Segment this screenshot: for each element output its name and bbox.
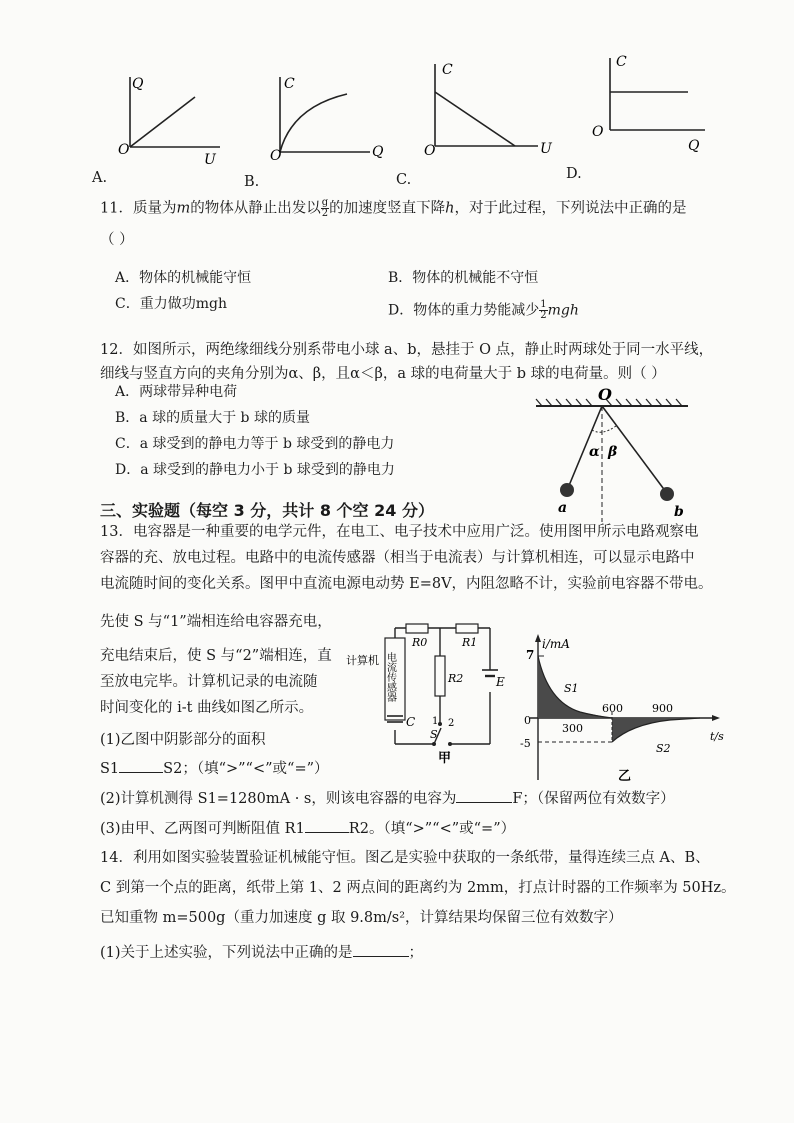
q12-line2: 细线与竖直方向的夹角分别为α、β，且α＜β，a 球的电荷量大于 b 球的电荷量。则（ ） xyxy=(100,366,666,382)
graph-b-y-label: C xyxy=(284,76,295,92)
tick-300: 300 xyxy=(562,722,583,735)
graph-b-origin: O xyxy=(270,148,282,164)
origin-label: 0 xyxy=(524,714,531,727)
q12-line1: 12．如图所示，两绝缘细线分别系带电小球 a、b，悬挂于 O 点，静止时两球处于同一水平线， xyxy=(100,342,714,358)
q14-sub1: (1)关于上述实验，下列说法中正确的是 ； xyxy=(100,942,423,963)
r0-label: R0 xyxy=(412,636,428,649)
q13-line7: 时间变化的 i-t 曲线如图乙所示。 xyxy=(100,700,314,716)
q13-line4: 先使 S 与“1”端相连给电容器充电， xyxy=(100,614,332,630)
q13-sub1: (1)乙图中阴影部分的面积 xyxy=(100,732,266,748)
current-sensor-label: 电流传感器 xyxy=(384,652,396,702)
tick-600: 600 xyxy=(602,702,623,715)
q14-line2: C 到第一个点的距离，纸带上第 1、2 两点间的距离约为 2mm，打点计时器的工作频率为 50Hz。 xyxy=(100,880,736,896)
q13-line5: 充电结束后，使 S 与“2”端相连，直 xyxy=(100,648,332,664)
graph-b-letter: B. xyxy=(244,174,260,190)
graph-a-origin: O xyxy=(118,142,130,158)
q13-line3: 电流随时间的变化关系。图甲中直流电源电动势 E=8V，内阻忽略不计，实验前电容器不带电。 xyxy=(100,576,713,592)
q12-option-b: B．a 球的质量大于 b 球的质量 xyxy=(115,410,310,426)
graph-d-y-label: C xyxy=(616,54,627,70)
switch-pos-2: 2 xyxy=(448,718,455,729)
answer-blank-3[interactable] xyxy=(305,818,349,833)
q13-sub3: (3)由甲、乙两图可判断阻值 R1 R2。（填“>”“<”或“=”） xyxy=(100,818,515,839)
graph-b-x-label: Q xyxy=(372,144,384,160)
q11-paren: （ ） xyxy=(100,232,134,248)
capacitor-label: C xyxy=(406,715,416,729)
q11-stem: 11．质量为m的物体从静止出发以 $\frac{g}{2}$ 的加速度竖直下降h，对于此过程，下列说法中正确的是 xyxy=(100,197,687,219)
graph-a-x-label: U xyxy=(204,152,216,168)
graph-d xyxy=(590,52,720,152)
answer-blank-2[interactable] xyxy=(456,788,512,803)
q14-line3: 已知重物 m=500g（重力加速度 g 取 9.8m/s²，计算结果均保留三位有效数字） xyxy=(100,910,623,926)
emf-label: E xyxy=(496,675,505,689)
q13-line1: 13．电容器是一种重要的电学元件，在电工、电子技术中应用广泛。使用图甲所示电路观察电 xyxy=(100,524,699,540)
q11-option-d: D．物体的重力势能减少 $\frac{1}{2}$ mgh xyxy=(388,299,579,321)
q11-option-c: C．重力做功mgh xyxy=(115,296,227,312)
ball-b-label: b xyxy=(674,504,684,520)
graph-c-y-label: C xyxy=(442,62,453,78)
q12-option-c: C．a 球受到的静电力等于 b 球受到的静电力 xyxy=(115,436,395,452)
circuit-diagram xyxy=(340,616,510,766)
graph-d-origin: O xyxy=(592,124,604,140)
q12-option-a: A．两球带异种电荷 xyxy=(115,384,238,400)
q12-option-d: D．a 球受到的静电力小于 b 球受到的静电力 xyxy=(115,462,395,478)
graph-a-letter: A. xyxy=(92,170,108,186)
q13-line6: 至放电完毕。计算机记录的电流随 xyxy=(100,674,318,690)
it-graph xyxy=(520,632,730,784)
ball-a-label: a xyxy=(558,500,568,516)
r2-label: R2 xyxy=(448,672,464,685)
graph-caption: 乙 xyxy=(618,769,632,784)
graph-c xyxy=(420,58,560,158)
q11-option-b: B．物体的机械能不守恒 xyxy=(388,270,539,286)
r1-label: R1 xyxy=(462,636,478,649)
answer-blank-1[interactable] xyxy=(119,758,163,773)
graph-b xyxy=(262,72,392,172)
q13-line2: 容器的充、放电过程。电路中的电流传感器（相当于电流表）与计算机相连，可以显示电路中 xyxy=(100,550,695,566)
pendulum-o-label: O xyxy=(598,386,612,404)
q13-sub1-answer: S1 S2；（填“>”“<”或“=”） xyxy=(100,758,329,779)
q13-sub2: (2)计算机测得 S1=1280mA · s，则该电容器的电容为 F；（保留两位有效数字） xyxy=(100,788,675,809)
switch-label: S xyxy=(430,728,438,741)
alpha-label: α xyxy=(589,444,600,460)
circuit-caption: 甲 xyxy=(438,751,452,766)
graph-c-origin: O xyxy=(424,143,436,158)
graph-a-y-label: Q xyxy=(132,76,144,92)
y-axis-label: i/mA xyxy=(542,637,570,651)
computer-label: 计算机 xyxy=(346,654,379,667)
graph-a xyxy=(100,72,230,172)
s1-label: S1 xyxy=(564,682,579,695)
q14-line1: 14．利用如图实验装置验证机械能守恒。图乙是实验中获取的一条纸带，量得连续三点 A、B、 xyxy=(100,850,710,866)
answer-blank-4[interactable] xyxy=(353,942,409,957)
tick-900: 900 xyxy=(652,702,673,715)
s2-label: S2 xyxy=(656,742,671,755)
switch-pos-1: 1 xyxy=(432,716,439,727)
pendulum-figure xyxy=(528,386,698,522)
graph-d-x-label: Q xyxy=(688,138,700,152)
graph-c-x-label: U xyxy=(540,141,552,157)
graph-c-letter: C. xyxy=(396,172,412,188)
y-bottom-label: -5 xyxy=(520,737,531,750)
q11-option-a: A．物体的机械能守恒 xyxy=(115,270,252,286)
graph-d-letter: D. xyxy=(566,166,582,182)
section-3-heading: 三、实验题（每空 3 分，共计 8 个空 24 分） xyxy=(100,501,434,520)
y-top-label: 7 xyxy=(526,648,535,662)
beta-label: β xyxy=(608,444,618,460)
x-axis-label: t/s xyxy=(710,730,724,743)
